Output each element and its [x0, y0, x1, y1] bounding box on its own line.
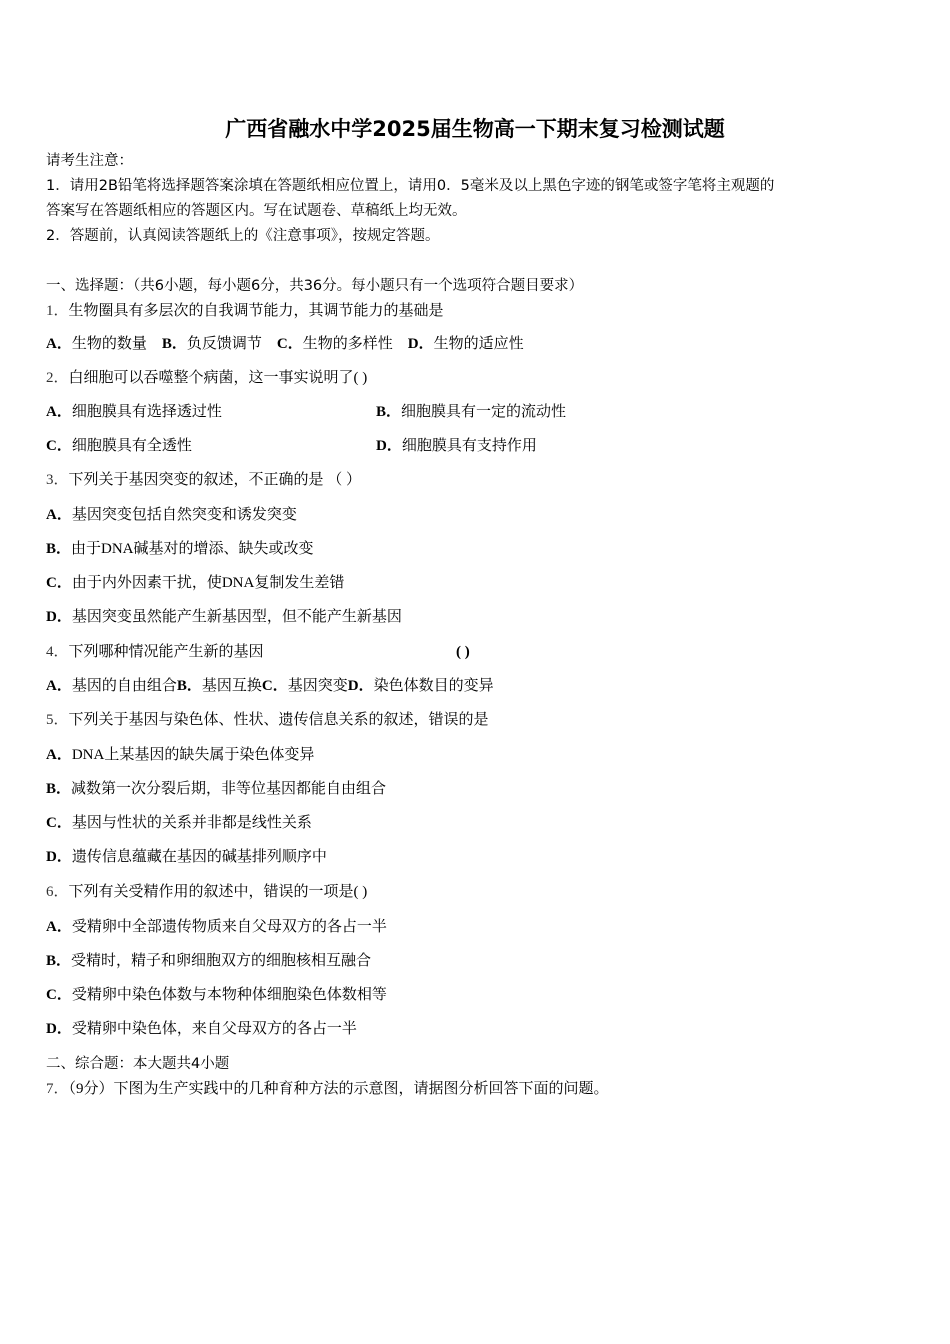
option-text: 受精卵中染色体，来自父母双方的各占一半	[71, 1021, 357, 1037]
option-text: 受精卵中染色体数与本物种体细胞染色体数相等	[71, 987, 387, 1003]
question-number: 3．	[46, 472, 69, 488]
notice-item-1: 1．请用2B铅笔将选择题答案涂填在答题纸相应位置上，请用0．5毫米及以上黑色字迹的钢笔或签字笔将主观题的	[46, 178, 775, 194]
question-1	[46, 301, 444, 321]
option-text: 由于DNA碱基对的增添、缺失或改变	[71, 541, 314, 557]
question-stem: 生物圈具有多层次的自我调节能力，其调节能力的基础是	[68, 303, 444, 319]
option-text: 细胞膜具有支持作用	[401, 438, 537, 454]
option-text: 减数第一次分裂后期，非等位基因都能自由组合	[71, 781, 387, 797]
option-letter: A．	[46, 747, 72, 763]
question-4-answer-paren: ( )	[456, 644, 470, 660]
option-letter: A．	[46, 336, 72, 352]
option-letter: C．	[46, 815, 72, 831]
option-letter: C．	[261, 678, 288, 694]
option-text: 基因互换	[201, 678, 262, 694]
question-2-option-c	[46, 436, 192, 456]
option-text: 细胞膜具有选择透过性	[71, 404, 222, 420]
question-stem: 下列关于基因与染色体、性状、遗传信息关系的叙述，错误的是	[68, 712, 489, 728]
option-text: 细胞膜具有全透性	[71, 438, 192, 454]
question-4	[46, 642, 264, 662]
option-text: 细胞膜具有一定的流动性	[401, 404, 567, 420]
option-text: 基因突变	[287, 678, 348, 694]
option-text: 基因突变虽然能产生新基因型，但不能产生新基因	[71, 609, 402, 625]
option-letter: B．	[176, 678, 202, 694]
option-letter: C．	[276, 336, 303, 352]
question-3-option-d	[46, 607, 402, 627]
question-6-option-d	[46, 1019, 357, 1039]
question-stem: 下列关于基因突变的叙述，不正确的是 （ ）	[68, 472, 362, 488]
question-1-options	[46, 334, 524, 354]
question-5-option-c	[46, 813, 312, 833]
option-text: 受精时，精子和卵细胞双方的细胞核相互融合	[71, 953, 372, 969]
question-3-option-b	[46, 539, 314, 559]
question-number: 5．	[46, 712, 69, 728]
question-4-options	[46, 676, 494, 696]
option-letter: A．	[46, 507, 72, 523]
option-text: 基因突变包括自然突变和诱发突变	[71, 507, 297, 523]
option-text: 受精卵中全部遗传物质来自父母双方的各占一半	[71, 919, 387, 935]
option-letter: D．	[347, 678, 374, 694]
notice-item-2: 2．答题前，认真阅读答题纸上的《注意事项》，按规定答题。	[46, 228, 440, 244]
question-number: 7．	[46, 1081, 69, 1097]
question-6-option-a	[46, 917, 387, 937]
option-letter: A．	[46, 919, 72, 935]
option-text: 遗传信息蕴藏在基因的碱基排列顺序中	[71, 849, 327, 865]
question-number: 4．	[46, 644, 69, 660]
question-6-option-c	[46, 985, 387, 1005]
option-letter: B．	[161, 336, 187, 352]
question-stem: 下列有关受精作用的叙述中，错误的一项是( )	[68, 884, 368, 900]
question-3-option-c	[46, 573, 344, 593]
option-text: 生物的适应性	[433, 336, 524, 352]
option-text: 负反馈调节	[186, 336, 262, 352]
notice-item-1-cont: 答案写在答题纸相应的答题区内。写在试题卷、草稿纸上均无效。	[46, 203, 467, 219]
option-letter: B．	[46, 953, 72, 969]
option-letter: A．	[46, 678, 72, 694]
option-text: 由于内外因素干扰，使DNA复制发生差错	[71, 575, 345, 591]
option-text: DNA上某基因的缺失属于染色体变异	[71, 747, 315, 763]
option-letter: D．	[46, 1021, 72, 1037]
option-letter: B．	[46, 781, 72, 797]
option-text: 基因的自由组合	[71, 678, 177, 694]
option-letter: B．	[376, 404, 402, 420]
question-stem: 下列哪种情况能产生新的基因	[68, 644, 264, 660]
question-6-option-b	[46, 951, 371, 971]
option-text: 生物的数量	[71, 336, 147, 352]
option-letter: C．	[46, 575, 72, 591]
option-letter: D．	[46, 609, 72, 625]
question-number: 1．	[46, 303, 69, 319]
question-5-option-a	[46, 745, 314, 765]
question-stem: （9分）下图为生产实践中的几种育种方法的示意图，请据图分析回答下面的问题。	[68, 1081, 609, 1097]
question-3-option-a	[46, 505, 297, 525]
option-letter: A．	[46, 404, 72, 420]
option-letter: C．	[46, 987, 72, 1003]
question-number: 6．	[46, 884, 69, 900]
option-text: 生物的多样性	[302, 336, 393, 352]
question-5-option-d	[46, 847, 327, 867]
option-text: 基因与性状的关系并非都是线性关系	[71, 815, 312, 831]
question-5	[46, 710, 489, 730]
question-2-option-a	[46, 402, 222, 422]
question-3	[46, 470, 361, 490]
option-letter: B．	[46, 541, 72, 557]
question-6	[46, 882, 367, 902]
section1-heading: 一、选择题：（共6小题，每小题6分，共36分。每小题只有一个选项符合题目要求）	[46, 278, 584, 294]
question-2-option-d	[376, 436, 537, 456]
question-stem: 白细胞可以吞噬整个病菌，这一事实说明了( )	[68, 370, 368, 386]
option-letter: D．	[46, 849, 72, 865]
section2-heading: 二、综合题：本大题共4小题	[46, 1056, 230, 1072]
question-number: 2．	[46, 370, 69, 386]
question-2-option-b	[376, 402, 566, 422]
option-letter: D．	[376, 438, 402, 454]
option-text: 染色体数目的变异	[373, 678, 494, 694]
question-7	[46, 1079, 609, 1099]
notice-heading: 请考生注意：	[46, 153, 133, 169]
option-letter: D．	[407, 336, 434, 352]
exam-title: 广西省融水中学2025届生物高一下期末复习检测试题	[225, 117, 725, 141]
question-5-option-b	[46, 779, 386, 799]
option-letter: C．	[46, 438, 72, 454]
question-2	[46, 368, 367, 388]
